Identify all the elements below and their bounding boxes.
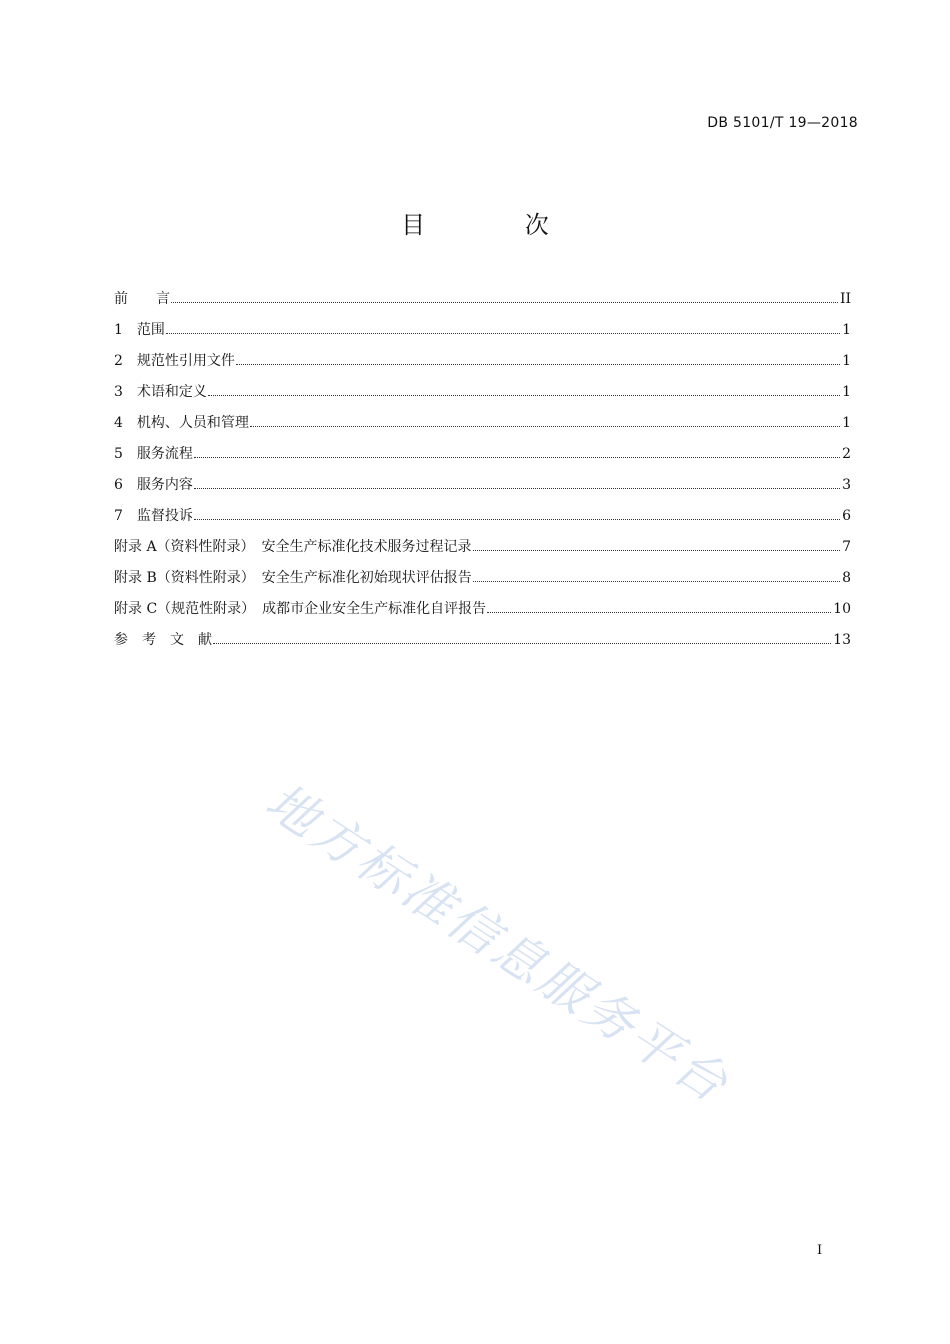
toc-entry-label: 1 范围 xyxy=(114,322,165,338)
toc-entry-page: 13 xyxy=(833,632,851,648)
toc-entry-label: 参 考 文 献 xyxy=(114,632,212,648)
toc-entry-page: 1 xyxy=(842,384,851,400)
toc-leader-dots xyxy=(166,333,840,334)
toc-leader-dots xyxy=(194,488,840,489)
toc-entry-page: 7 xyxy=(842,539,851,555)
toc-entry-page: 1 xyxy=(842,415,851,431)
page-title: 目 次 xyxy=(401,211,595,239)
toc-entry-page: 1 xyxy=(842,322,851,338)
toc-entry-label: 3 术语和定义 xyxy=(114,384,207,400)
document-code: DB 5101/T 19—2018 xyxy=(707,115,858,131)
toc-leader-dots xyxy=(250,426,840,427)
toc-entry-page: 10 xyxy=(833,601,851,617)
toc-entry-page: 1 xyxy=(842,353,851,369)
toc-leader-dots xyxy=(473,581,840,582)
toc-leader-dots xyxy=(213,643,831,644)
toc-entry-page: 8 xyxy=(842,570,851,586)
toc-entry-foreword[interactable] xyxy=(114,284,851,315)
toc-leader-dots xyxy=(171,302,838,303)
toc-entry-service-process[interactable] xyxy=(114,439,851,470)
toc-entry-page: 3 xyxy=(842,477,851,493)
toc-entry-organization[interactable] xyxy=(114,408,851,439)
toc-entry-terms-definitions[interactable] xyxy=(114,377,851,408)
toc-entry-label: 4 机构、人员和管理 xyxy=(114,415,249,431)
toc-entry-label: 2 规范性引用文件 xyxy=(114,353,235,369)
toc-entry-appendix-b[interactable] xyxy=(114,563,851,594)
toc-entry-supervision[interactable] xyxy=(114,501,851,532)
toc-entry-label: 附录 A（资料性附录） 安全生产标准化技术服务过程记录 xyxy=(114,539,472,555)
toc-entry-label: 附录 B（资料性附录） 安全生产标准化初始现状评估报告 xyxy=(114,570,472,586)
toc-entry-label: 前 言 xyxy=(114,291,170,307)
toc-entry-label: 6 服务内容 xyxy=(114,477,193,493)
toc-entry-page: II xyxy=(839,291,851,307)
page-number: I xyxy=(817,1243,823,1258)
toc-entry-label: 附录 C（规范性附录） 成都市企业安全生产标准化自评报告 xyxy=(114,601,487,617)
toc-entry-label: 5 服务流程 xyxy=(114,446,193,462)
toc-entry-bibliography[interactable] xyxy=(114,625,851,656)
toc-entry-label: 7 监督投诉 xyxy=(114,508,193,524)
toc-entry-appendix-a[interactable] xyxy=(114,532,851,563)
toc-leader-dots xyxy=(473,550,841,551)
toc-entry-service-content[interactable] xyxy=(114,470,851,501)
toc-entry-page: 2 xyxy=(842,446,851,462)
toc-entry-scope[interactable] xyxy=(114,315,851,346)
toc-leader-dots xyxy=(194,457,840,458)
toc-entry-normative-references[interactable] xyxy=(114,346,851,377)
table-of-contents xyxy=(114,284,851,656)
toc-leader-dots xyxy=(194,519,840,520)
toc-entry-page: 6 xyxy=(842,508,851,524)
toc-entry-appendix-c[interactable] xyxy=(114,594,851,625)
toc-leader-dots xyxy=(487,612,831,613)
toc-leader-dots xyxy=(208,395,840,396)
watermark: 地方标准信息服务平台 xyxy=(255,771,741,1115)
toc-leader-dots xyxy=(236,364,840,365)
